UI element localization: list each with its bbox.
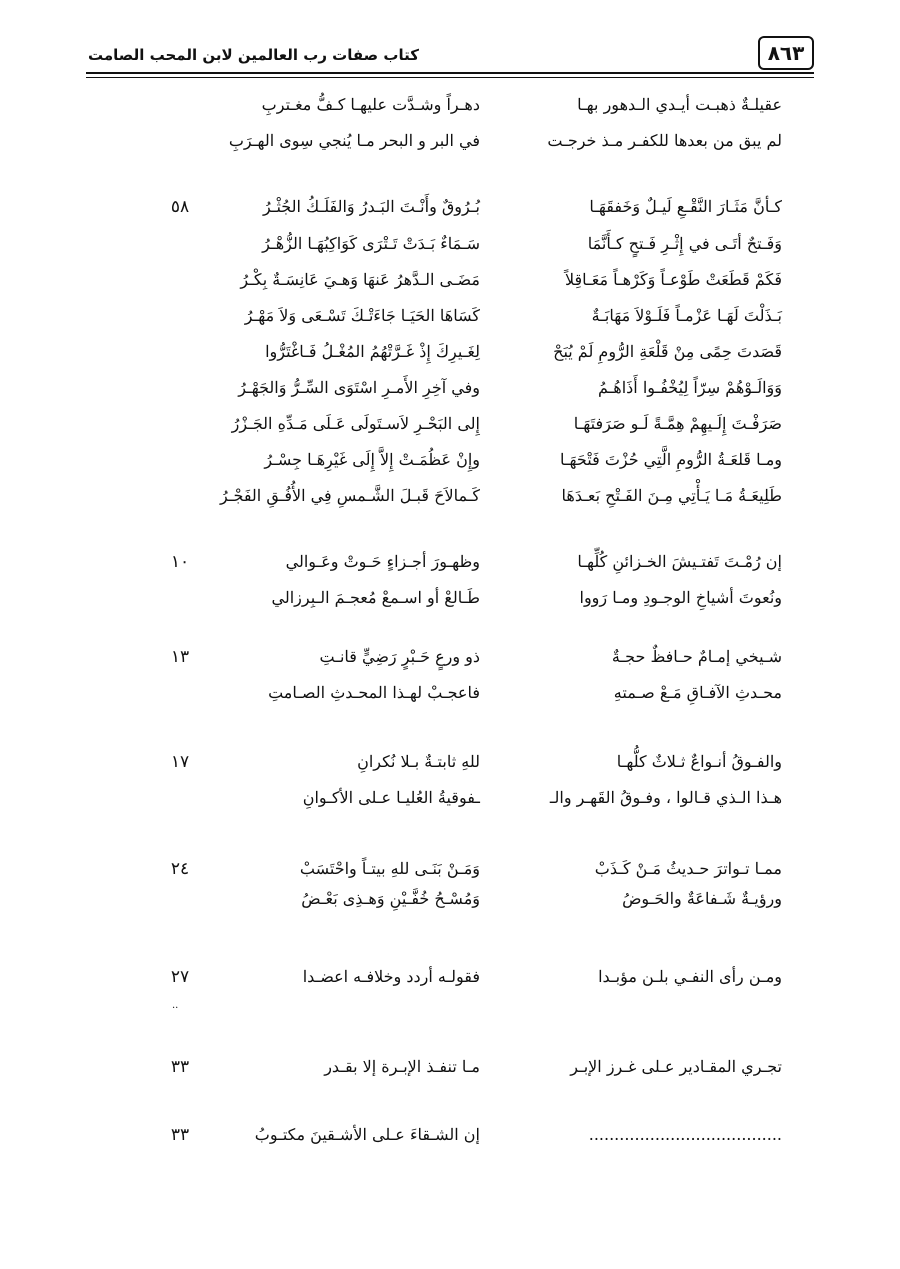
verse-left-hemistich: إِلى البَحْـرِ لاَسـتَولَى عَـلَى مَـدِّهِ الجَـزْرُ — [231, 414, 480, 433]
verse-right-hemistich: شـيخي إمـامٌ حـافظٌ حجـةٌ — [611, 647, 782, 666]
verse-left-hemistich: في البر و البحر مـا يُنجي سِوى الهـرَبِ — [228, 131, 480, 150]
footnote-mark: .. — [172, 1000, 179, 1011]
verse-left-hemistich: وَمَـنْ بَنَـى للهِ بيتـاً واحْتَسَبْ — [299, 859, 480, 878]
verse-reference-number: ٢٧ — [170, 967, 190, 987]
book-title: كتاب صفات رب العالمين لابن المحب الصامت — [88, 46, 419, 64]
verse-right-hemistich: قَصَدتَ حِمًى مِنْ قَلْعَةِ الرُّومِ لَمْ يُبَحْ — [553, 342, 782, 361]
verse-right-hemistich: عقيلـةٌ ذهبـت أيـدي الـدهور بهـا — [577, 95, 782, 114]
verse-right-hemistich: لم يبق من بعدها للكفـر مـذ خرجـت — [547, 131, 782, 150]
verse-reference-number: ٣٣ — [170, 1057, 190, 1077]
verse-left-hemistich: وظهـورَ أجـزاءٍ حَـوتْ وعَـوالي — [285, 552, 480, 571]
verse-right-hemistich: هـذا الـذي قـالوا ، وفـوقُ القَهـر والـ — [549, 788, 782, 807]
verse-left-hemistich: دهـراً وشـدَّت عليهـا كـفُّ مغـتربِ — [261, 95, 480, 114]
verse-right-hemistich: ونُعوتَ أشياخِ الوجـودِ ومـا رَووا — [579, 588, 782, 607]
verse-left-hemistich: سَـمَاءٌ بَـدَتْ تَـتْرَى كَوَاكِبُهَـا الزُّهْـرُ — [262, 234, 480, 253]
verse-left-hemistich: وفي آخِرِ الأَمـرِ اسْتَوَى السِّـرُّ وَالجَهْـرُ — [238, 378, 480, 397]
verse-left-hemistich: ذو ورعٍ حَـبْرٍ رَضِيٍّ قانـتِ — [319, 647, 480, 666]
verse-left-hemistich: للهِ ثابتـةٌ بـلا نُكرانِ — [357, 752, 480, 771]
verse-left-hemistich: فاعجـبْ لهـذا المحـدثِ الصـامتِ — [268, 683, 480, 702]
verse-right-hemistich: ومـا قَلعَـةُ الرُّومِ الَّتِي حُزْتَ فَتْحَهَـا — [559, 450, 782, 469]
verse-left-hemistich: مَضَـى الـدَّهرُ عَنهَا وَهـيَ عَانِسَـةٌ بِكْـرُ — [240, 270, 480, 289]
verse-left-hemistich: ـفوقيةُ العُليـا عـلى الأكـوانِ — [302, 788, 480, 807]
verse-reference-number: ٣٣ — [170, 1125, 190, 1145]
verse-right-hemistich: صَرَفْـتَ إِلَـيهِمْ هِمَّـةً لَـو صَرَفتَهَـا — [573, 414, 782, 433]
verse-right-hemistich: وَوَالَـوْهُمْ سِرّاً لِيُخْفُـوا أَذَاهُـمُ — [597, 378, 782, 397]
verse-reference-number: ٢٤ — [170, 859, 190, 879]
verse-right-hemistich: إن رُمْـتَ تَفتـيشَ الخـزائنِ كُلِّهـا — [577, 552, 782, 571]
verse-right-hemistich: ورؤيـةٌ شَـفاعَةٌ والحَـوضُ — [622, 889, 782, 908]
verse-left-hemistich: وإِنْ عَظُمَـتْ إِلاَّ إِلَى غَيْرِهَـا جِسْـرُ — [264, 450, 480, 469]
verse-right-hemistich: ...................................... — [588, 1125, 782, 1144]
verse-right-hemistich: طَلِيعَـةُ مَـا يَـأْتِي مِـنَ الفَـتْحِ بَعـدَهَا — [561, 486, 782, 505]
verse-right-hemistich: بَـذَلْتَ لَهَـا عَزْمـاً فَلَـوْلاَ مَهَابَـةٌ — [591, 306, 782, 325]
verse-left-hemistich: كَسَاهَا الحَيَـا جَاءَتْـكَ تَسْـعَى وَلاَ مَهْـرُ — [244, 306, 480, 325]
verse-left-hemistich: مـا تنفـذ الإبـرة إلا بقـدر — [324, 1057, 480, 1076]
page-number: ٨٦٣ — [758, 36, 814, 70]
verse-reference-number: ١٣ — [170, 647, 190, 667]
verse-left-hemistich: فقولـه أردد وخلافـه اعضـدا — [302, 967, 480, 986]
verse-left-hemistich: كَـمالاَحَ قَبـلَ الشَّـمسِ فِي الأُفُـقِ الفَجْـرُ — [219, 486, 480, 505]
verse-right-hemistich: ممـا تـواترَ حـديثُ مَـنْ كَـذَبْ — [594, 859, 782, 878]
verse-right-hemistich: والفـوقُ أنـواعٌ ثـلاثٌ كلُّهـا — [616, 752, 782, 771]
verse-reference-number: ١٧ — [170, 752, 190, 772]
verse-left-hemistich: لِغَـيرِكَ إِذْ غَـرَّتْهُمُ المُغْـلُ فَـاغْتَرُّوا — [265, 342, 480, 361]
verse-reference-number: ٥٨ — [170, 197, 190, 217]
verse-left-hemistich: طَـالعْ أو اسـمعْ مُعجـمَ الـبِرزالي — [271, 588, 480, 607]
verse-left-hemistich: بُـرُوقٌ وأَنْـتَ البَـدرُ وَالفَلَـكُ الجُثْـرُ — [262, 197, 480, 216]
verse-right-hemistich: ومـن رأى النفـي بلـن مؤبـدا — [598, 967, 782, 986]
verse-left-hemistich: إن الشـقاءَ عـلى الأشـقينَ مكتـوبُ — [254, 1125, 480, 1144]
verse-reference-number: ١٠ — [170, 552, 190, 572]
verse-right-hemistich: فَكَمْ قَطَعَتْ طَوْعـاً وَكَرْهـاً مَعَـاقِلاً — [564, 270, 782, 289]
verse-right-hemistich: كـأنَّ مَثَـارَ النَّقْـعِ لَيـلٌ وَخَفقَهَـا — [589, 197, 782, 216]
verse-left-hemistich: وَمُسْـحُ خُفَّـيْنِ وَهـذِى بَعْـضُ — [301, 889, 480, 908]
verse-right-hemistich: وَفَـتحٌ أتَـى في إِثْـرِ فَـتحٍ كـأَنَّمَا — [587, 234, 782, 253]
verse-right-hemistich: محـدثِ الآفـاقِ مَـعْ صـمتهِ — [613, 683, 782, 702]
verse-right-hemistich: تجـري المقـادير عـلى غـرز الإبـر — [570, 1057, 782, 1076]
